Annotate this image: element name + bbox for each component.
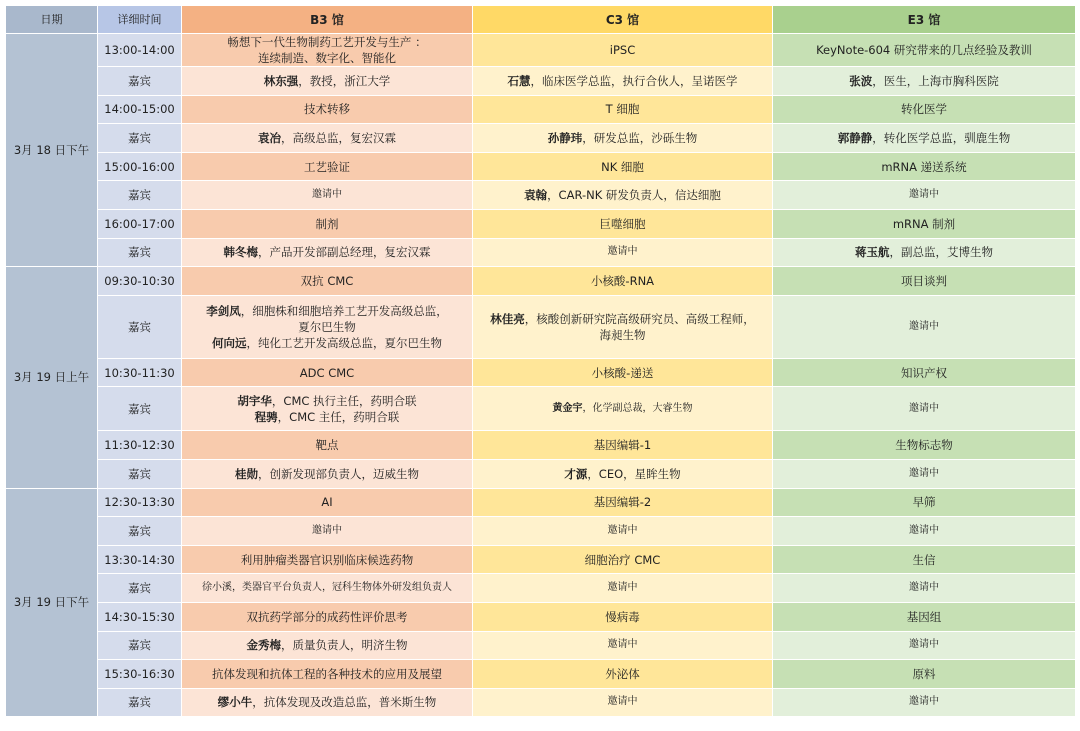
cell-text: iPSC	[609, 43, 636, 57]
guest-name: 金秀梅	[246, 638, 281, 653]
cell-text: 靶点	[315, 438, 339, 453]
hall-e3-cell	[773, 517, 1076, 546]
hall-b3-cell	[182, 152, 473, 181]
cell-line	[477, 42, 768, 58]
hall-b3-cell	[182, 238, 473, 267]
hall-b3-cell	[182, 267, 473, 296]
hall-b3-cell	[182, 124, 473, 153]
cell-line	[186, 130, 468, 146]
guest-name: 韩冬梅	[223, 245, 258, 260]
hall-c3-cell	[473, 152, 773, 181]
guest-name: 才源	[564, 466, 588, 481]
time-slot: 11:30-12:30	[98, 431, 182, 460]
cell-text: KeyNote-604 研究带来的几点经验及教训	[816, 43, 1032, 57]
guest-label: 嘉宾	[98, 688, 182, 717]
hall-c3-cell	[473, 67, 773, 96]
hall-e3-cell	[773, 660, 1076, 689]
cell-text: 邀请中	[909, 467, 939, 479]
cell-line	[777, 187, 1071, 203]
cell-line	[186, 216, 468, 232]
cell-text: AI	[321, 495, 333, 510]
cell-text: 邀请中	[909, 696, 939, 708]
cell-line	[477, 580, 768, 596]
cell-line	[186, 365, 468, 381]
cell-line	[186, 159, 468, 175]
guest-name: 林东强	[263, 73, 299, 88]
cell-line	[186, 694, 468, 710]
time-slot: 14:30-15:30	[98, 602, 182, 631]
hall-e3-cell	[773, 602, 1076, 631]
cell-line	[777, 609, 1071, 625]
cell-text: 巨噬细胞	[599, 216, 646, 231]
hall-e3-cell	[773, 488, 1076, 517]
cell-line	[186, 666, 468, 682]
talk-row	[6, 34, 1076, 67]
cell-line	[186, 244, 468, 260]
hall-c3-cell	[473, 431, 773, 460]
cell-text: 小核酸-递送	[591, 365, 654, 380]
cell-line	[777, 159, 1071, 175]
cell-text: 慢病毒	[605, 609, 640, 624]
cell-line	[477, 273, 768, 289]
cell-text: 外泌体	[605, 666, 640, 681]
cell-text: 制剂	[315, 216, 339, 231]
cell-line	[777, 666, 1071, 682]
talk-row	[6, 152, 1076, 181]
guest-label: 嘉宾	[98, 574, 182, 603]
header-hall-e3: E3 馆	[773, 6, 1076, 34]
cell-text: 夏尔巴生物	[298, 319, 356, 334]
cell-line	[186, 303, 468, 319]
hall-c3-cell	[473, 358, 773, 387]
hall-c3-cell	[473, 95, 773, 124]
guest-name: 李剑凤	[206, 303, 241, 318]
cell-line	[477, 159, 768, 175]
cell-line	[186, 187, 468, 203]
guest-row	[6, 387, 1076, 431]
cell-text: ，临床医学总监，执行合伙人，呈诺医学	[530, 73, 738, 88]
time-slot: 14:00-15:00	[98, 95, 182, 124]
guest-name: 何向远	[212, 335, 247, 350]
hall-e3-cell	[773, 574, 1076, 603]
header-row	[6, 6, 1076, 34]
cell-line	[777, 437, 1071, 453]
cell-text: 项目谈判	[901, 273, 947, 288]
cell-text: 畅想下一代生物制药工艺开发与生产 ：	[227, 35, 427, 49]
cell-line	[186, 335, 468, 351]
cell-line	[477, 327, 768, 343]
cell-line	[477, 311, 768, 327]
cell-text: ，细胞株和细胞培养工艺开发高级总监，	[240, 303, 448, 318]
cell-text: 邀请中	[312, 189, 342, 201]
talk-row	[6, 488, 1076, 517]
guest-name: 石慧	[507, 73, 531, 88]
cell-line	[186, 50, 468, 66]
hall-e3-cell	[773, 181, 1076, 210]
hall-e3-cell	[773, 267, 1076, 296]
cell-line	[477, 437, 768, 453]
talk-row	[6, 602, 1076, 631]
cell-text: 邀请中	[312, 524, 342, 536]
cell-line	[777, 244, 1071, 260]
hall-c3-cell	[473, 238, 773, 267]
guest-label: 嘉宾	[98, 238, 182, 267]
guest-label: 嘉宾	[98, 181, 182, 210]
cell-text: 小核酸-RNA	[590, 273, 655, 288]
hall-c3-cell	[473, 124, 773, 153]
hall-b3-cell	[182, 34, 473, 67]
session-date: 3月 18 日下午	[6, 34, 98, 267]
cell-text: ，CMC 主任，药明合联	[277, 409, 400, 424]
session-date: 3月 19 日上午	[6, 267, 98, 488]
hall-e3-cell	[773, 688, 1076, 717]
cell-text: 邀请中	[607, 639, 638, 651]
hall-b3-cell	[182, 358, 473, 387]
session-date: 3月 19 日下午	[6, 488, 98, 717]
cell-line	[186, 319, 468, 335]
hall-e3-cell	[773, 631, 1076, 660]
cell-text: ，CAR-NK 研发负责人，信达细胞	[547, 188, 721, 203]
cell-text: 抗体发现和抗体工程的各种技术的应用及展望	[212, 666, 442, 681]
hall-c3-cell	[473, 602, 773, 631]
cell-text: NK 细胞	[601, 159, 644, 174]
hall-c3-cell	[473, 688, 773, 717]
guest-label: 嘉宾	[98, 517, 182, 546]
hall-c3-cell	[473, 488, 773, 517]
cell-line	[777, 637, 1071, 653]
cell-line	[777, 552, 1071, 568]
hall-c3-cell	[473, 34, 773, 67]
cell-line	[477, 130, 768, 146]
hall-b3-cell	[182, 602, 473, 631]
cell-text: 邀请中	[909, 402, 939, 414]
hall-b3-cell	[182, 431, 473, 460]
cell-line	[186, 437, 468, 453]
cell-text: ，CEO，星眸生物	[587, 466, 681, 481]
guest-row	[6, 238, 1076, 267]
hall-b3-cell	[182, 387, 473, 431]
hall-b3-cell	[182, 209, 473, 238]
cell-line	[477, 73, 768, 89]
cell-line	[186, 409, 468, 425]
cell-text: 海昶生物	[599, 327, 646, 342]
hall-b3-cell	[182, 67, 473, 96]
cell-text: 邀请中	[909, 320, 939, 332]
cell-line	[477, 187, 768, 203]
time-slot: 15:30-16:30	[98, 660, 182, 689]
cell-text: 生物标志物	[895, 438, 953, 453]
time-slot: 12:30-13:30	[98, 488, 182, 517]
cell-text: 技术转移	[304, 102, 350, 117]
hall-b3-cell	[182, 295, 473, 358]
guest-label: 嘉宾	[98, 124, 182, 153]
cell-line	[186, 552, 468, 568]
cell-text: 邀请中	[607, 696, 638, 708]
cell-line	[777, 273, 1071, 289]
guest-name: 张波	[849, 73, 873, 88]
hall-e3-cell	[773, 34, 1076, 67]
cell-text: 细胞治疗 CMC	[584, 552, 661, 567]
guest-label: 嘉宾	[98, 459, 182, 488]
guest-name: 缪小牛	[217, 695, 253, 710]
cell-line	[777, 694, 1071, 710]
guest-name: 孙静玮	[547, 130, 583, 145]
hall-e3-cell	[773, 238, 1076, 267]
cell-text: ，产品开发部副总经理，复宏汉霖	[258, 245, 431, 260]
guest-name: 袁翰	[524, 188, 548, 203]
cell-text: ，转化医学总监，驯鹿生物	[872, 130, 1011, 145]
header-hall-b3: B3 馆	[182, 6, 473, 34]
hall-e3-cell	[773, 387, 1076, 431]
cell-line	[777, 523, 1071, 539]
guest-row	[6, 631, 1076, 660]
cell-text: ，纯化工艺开发高级总监，夏尔巴生物	[246, 335, 442, 350]
guest-name: 郭静静	[837, 130, 873, 145]
cell-text: 双抗 CMC	[300, 273, 354, 288]
time-slot: 16:00-17:00	[98, 209, 182, 238]
cell-text: mRNA 制剂	[892, 216, 956, 231]
cell-line	[186, 101, 468, 117]
hall-c3-cell	[473, 209, 773, 238]
cell-text: 早筛	[912, 495, 936, 510]
cell-text: ，副总监，艾博生物	[889, 245, 993, 260]
talk-row	[6, 660, 1076, 689]
cell-line	[186, 494, 468, 510]
hall-c3-cell	[473, 267, 773, 296]
time-slot: 13:00-14:00	[98, 34, 182, 67]
guest-row	[6, 295, 1076, 358]
cell-line	[777, 319, 1071, 335]
cell-line	[777, 401, 1071, 417]
cell-line	[186, 393, 468, 409]
cell-text: 工艺验证	[304, 159, 350, 174]
cell-line	[186, 34, 468, 50]
hall-b3-cell	[182, 517, 473, 546]
guest-name: 胡宇华	[237, 393, 272, 408]
guest-label: 嘉宾	[98, 295, 182, 358]
cell-text: ，核酸创新研究院高级研究员、高级工程师，	[524, 311, 755, 326]
guest-row	[6, 459, 1076, 488]
cell-text: ，创新发现部负责人，迈威生物	[258, 466, 419, 481]
cell-text: ，CMC 执行主任，药明合联	[271, 393, 417, 408]
cell-line	[477, 365, 768, 381]
hall-b3-cell	[182, 545, 473, 574]
hall-c3-cell	[473, 660, 773, 689]
cell-line	[477, 637, 768, 653]
cell-line	[186, 273, 468, 289]
time-slot: 13:30-14:30	[98, 545, 182, 574]
guest-label: 嘉宾	[98, 67, 182, 96]
hall-c3-cell	[473, 181, 773, 210]
cell-text: ，高级总监，复宏汉霖	[281, 130, 396, 145]
time-slot: 10:30-11:30	[98, 358, 182, 387]
hall-c3-cell	[473, 387, 773, 431]
cell-text: ，教授，浙江大学	[298, 73, 391, 88]
cell-text: 生信	[912, 552, 936, 567]
guest-row	[6, 688, 1076, 717]
guest-name: 程骋	[254, 409, 278, 424]
cell-text: 邀请中	[909, 189, 939, 201]
cell-line	[777, 216, 1071, 232]
talk-row	[6, 209, 1076, 238]
cell-line	[186, 466, 468, 482]
hall-c3-cell	[473, 574, 773, 603]
hall-b3-cell	[182, 488, 473, 517]
cell-text: 知识产权	[901, 365, 947, 380]
cell-line	[777, 130, 1071, 146]
hall-b3-cell	[182, 95, 473, 124]
hall-e3-cell	[773, 124, 1076, 153]
cell-text: ，医生，上海市胸科医院	[872, 73, 999, 88]
hall-c3-cell	[473, 545, 773, 574]
guest-name: 蒋玉航	[855, 245, 890, 260]
hall-b3-cell	[182, 459, 473, 488]
guest-name: 袁冶	[258, 130, 281, 145]
cell-text: 双抗药学部分的成药性评价思考	[246, 609, 408, 624]
cell-text: 基因编辑-1	[593, 438, 652, 453]
cell-line	[186, 73, 468, 89]
header-hall-c3: C3 馆	[473, 6, 773, 34]
hall-e3-cell	[773, 431, 1076, 460]
cell-line	[777, 42, 1071, 58]
cell-line	[477, 466, 768, 482]
hall-b3-cell	[182, 660, 473, 689]
cell-line	[477, 401, 768, 417]
talk-row	[6, 545, 1076, 574]
guest-name: 黄金宇	[552, 402, 583, 414]
hall-c3-cell	[473, 459, 773, 488]
guest-label: 嘉宾	[98, 631, 182, 660]
hall-c3-cell	[473, 295, 773, 358]
hall-e3-cell	[773, 152, 1076, 181]
cell-line	[477, 609, 768, 625]
talk-row	[6, 431, 1076, 460]
cell-line	[777, 494, 1071, 510]
hall-e3-cell	[773, 295, 1076, 358]
hall-b3-cell	[182, 574, 473, 603]
cell-text: 基因组	[906, 609, 942, 624]
hall-c3-cell	[473, 517, 773, 546]
cell-line	[477, 216, 768, 232]
cell-text: 原料	[912, 666, 936, 681]
cell-text: ，研发总监，沙砾生物	[582, 130, 698, 145]
hall-b3-cell	[182, 181, 473, 210]
cell-line	[477, 666, 768, 682]
cell-text: 邀请中	[607, 582, 638, 594]
cell-text: ADC CMC	[299, 365, 355, 380]
cell-line	[777, 580, 1071, 596]
time-slot: 09:30-10:30	[98, 267, 182, 296]
hall-e3-cell	[773, 67, 1076, 96]
time-slot: 15:00-16:00	[98, 152, 182, 181]
hall-e3-cell	[773, 459, 1076, 488]
cell-line	[186, 637, 468, 653]
guest-row	[6, 181, 1076, 210]
cell-text: 基因编辑-2	[593, 495, 652, 510]
schedule-table	[5, 5, 1076, 717]
cell-text: 邀请中	[909, 639, 939, 651]
cell-text: 利用肿瘤类器官识别临床候选药物	[240, 552, 414, 567]
cell-line	[477, 523, 768, 539]
cell-text: 邀请中	[607, 246, 638, 258]
guest-row	[6, 67, 1076, 96]
talk-row	[6, 95, 1076, 124]
hall-e3-cell	[773, 358, 1076, 387]
guest-name: 桂勋	[235, 466, 258, 481]
cell-text: 邀请中	[909, 582, 939, 594]
cell-line	[186, 580, 468, 596]
cell-line	[477, 244, 768, 260]
cell-line	[477, 552, 768, 568]
guest-row	[6, 517, 1076, 546]
cell-line	[477, 694, 768, 710]
cell-text: mRNA 递送系统	[881, 159, 967, 174]
cell-line	[777, 73, 1071, 89]
cell-line	[777, 101, 1071, 117]
header-date: 日期	[6, 6, 98, 34]
talk-row	[6, 358, 1076, 387]
guest-row	[6, 124, 1076, 153]
header-time: 详细时间	[98, 6, 182, 34]
cell-line	[777, 466, 1071, 482]
cell-line	[777, 365, 1071, 381]
cell-text: 转化医学	[901, 102, 947, 117]
guest-name: 林佳亮	[490, 311, 525, 326]
cell-line	[186, 609, 468, 625]
cell-text: ，质量负责人，明济生物	[281, 638, 408, 653]
hall-c3-cell	[473, 631, 773, 660]
guest-row	[6, 574, 1076, 603]
schedule-body	[6, 34, 1076, 717]
cell-text: ，化学副总裁，大睿生物	[582, 402, 693, 414]
cell-text: 徐小溪，类器官平台负责人，冠科生物体外研发组负责人	[202, 582, 452, 594]
hall-e3-cell	[773, 545, 1076, 574]
guest-label: 嘉宾	[98, 387, 182, 431]
cell-text: 连续制造、数字化、智能化	[258, 51, 396, 65]
cell-text: 邀请中	[607, 524, 638, 536]
hall-e3-cell	[773, 209, 1076, 238]
cell-line	[186, 523, 468, 539]
talk-row	[6, 267, 1076, 296]
hall-e3-cell	[773, 95, 1076, 124]
cell-line	[477, 494, 768, 510]
hall-b3-cell	[182, 688, 473, 717]
hall-b3-cell	[182, 631, 473, 660]
cell-text: 邀请中	[909, 524, 939, 536]
cell-text: ，抗体发现及改造总监，普米斯生物	[252, 695, 437, 710]
cell-line	[477, 101, 768, 117]
cell-text: T 细胞	[605, 102, 640, 117]
